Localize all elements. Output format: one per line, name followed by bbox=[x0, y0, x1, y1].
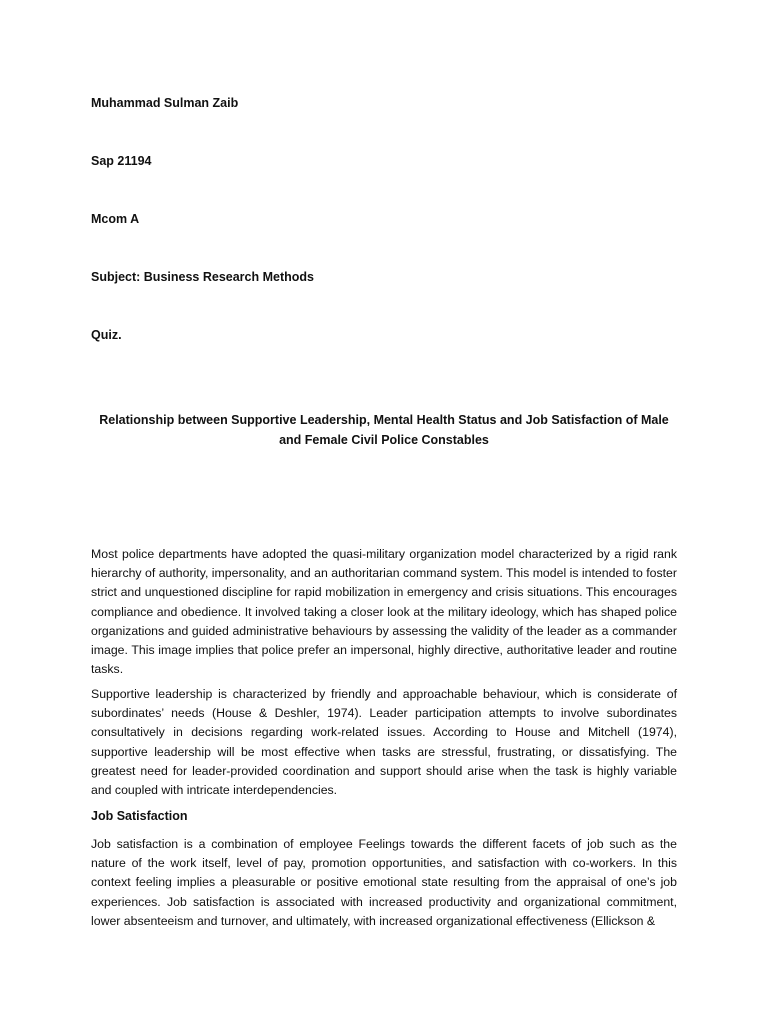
section-heading-job-satisfaction: Job Satisfaction bbox=[91, 809, 188, 823]
sap-id: Sap 21194 bbox=[91, 154, 152, 168]
document-title: Relationship between Supportive Leadership, Mental Health Status and Job Satisfaction of Male and Female Civil Police Constables bbox=[99, 413, 669, 447]
paragraph-intro: Most police departments have adopted the quasi-military organization model characterized by a rigid rank hierarchy of authority, impersonality, and an authoritarian command system. This model is intended to foster strict and unquestioned discipline for rapid mobilization in emergency and crisis situations. This encourages compliance and obedience. It involved taking a closer look at the military ideology, which has shaped police organizations and guided administrative behaviours by assessing the validity of the leader as a commander image. This image implies that police prefer an impersonal, highly directive, authoritative leader and routine tasks. bbox=[91, 547, 677, 677]
paragraph-supportive-leadership: Supportive leadership is characterized by friendly and approachable behaviour, which is considerate of subordinates’ needs (House & Deshler, 1974). Leader participation attempts to involve subordinates consultatively in decisions regarding work-related issues. According to House and Mitchell (1974), supportive leadership will be most effective when tasks are stressful, frustrating, or dissatisfying. The greatest need for leader-provided coordination and support should arise when the task is highly variable and coupled with intricate interdependencies. bbox=[91, 687, 677, 798]
subject-label: Subject: Business Research Methods bbox=[91, 270, 314, 284]
class-label: Mcom A bbox=[91, 212, 140, 226]
author-name: Muhammad Sulman Zaib bbox=[91, 96, 239, 110]
paragraph-job-satisfaction: Job satisfaction is a combination of employee Feelings towards the different facets of job such as the nature of the work itself, level of pay, promotion opportunities, and satisfaction with co-workers. In this context feeling implies a pleasurable or positive emotional state resulting from the appraisal of one’s job experiences. Job satisfaction is associated with increased productivity and organizational commitment, lower absenteeism and turnover, and ultimately, with increased organizational effectiveness (Ellickson & bbox=[91, 837, 677, 928]
assignment-label: Quiz. bbox=[91, 328, 122, 342]
